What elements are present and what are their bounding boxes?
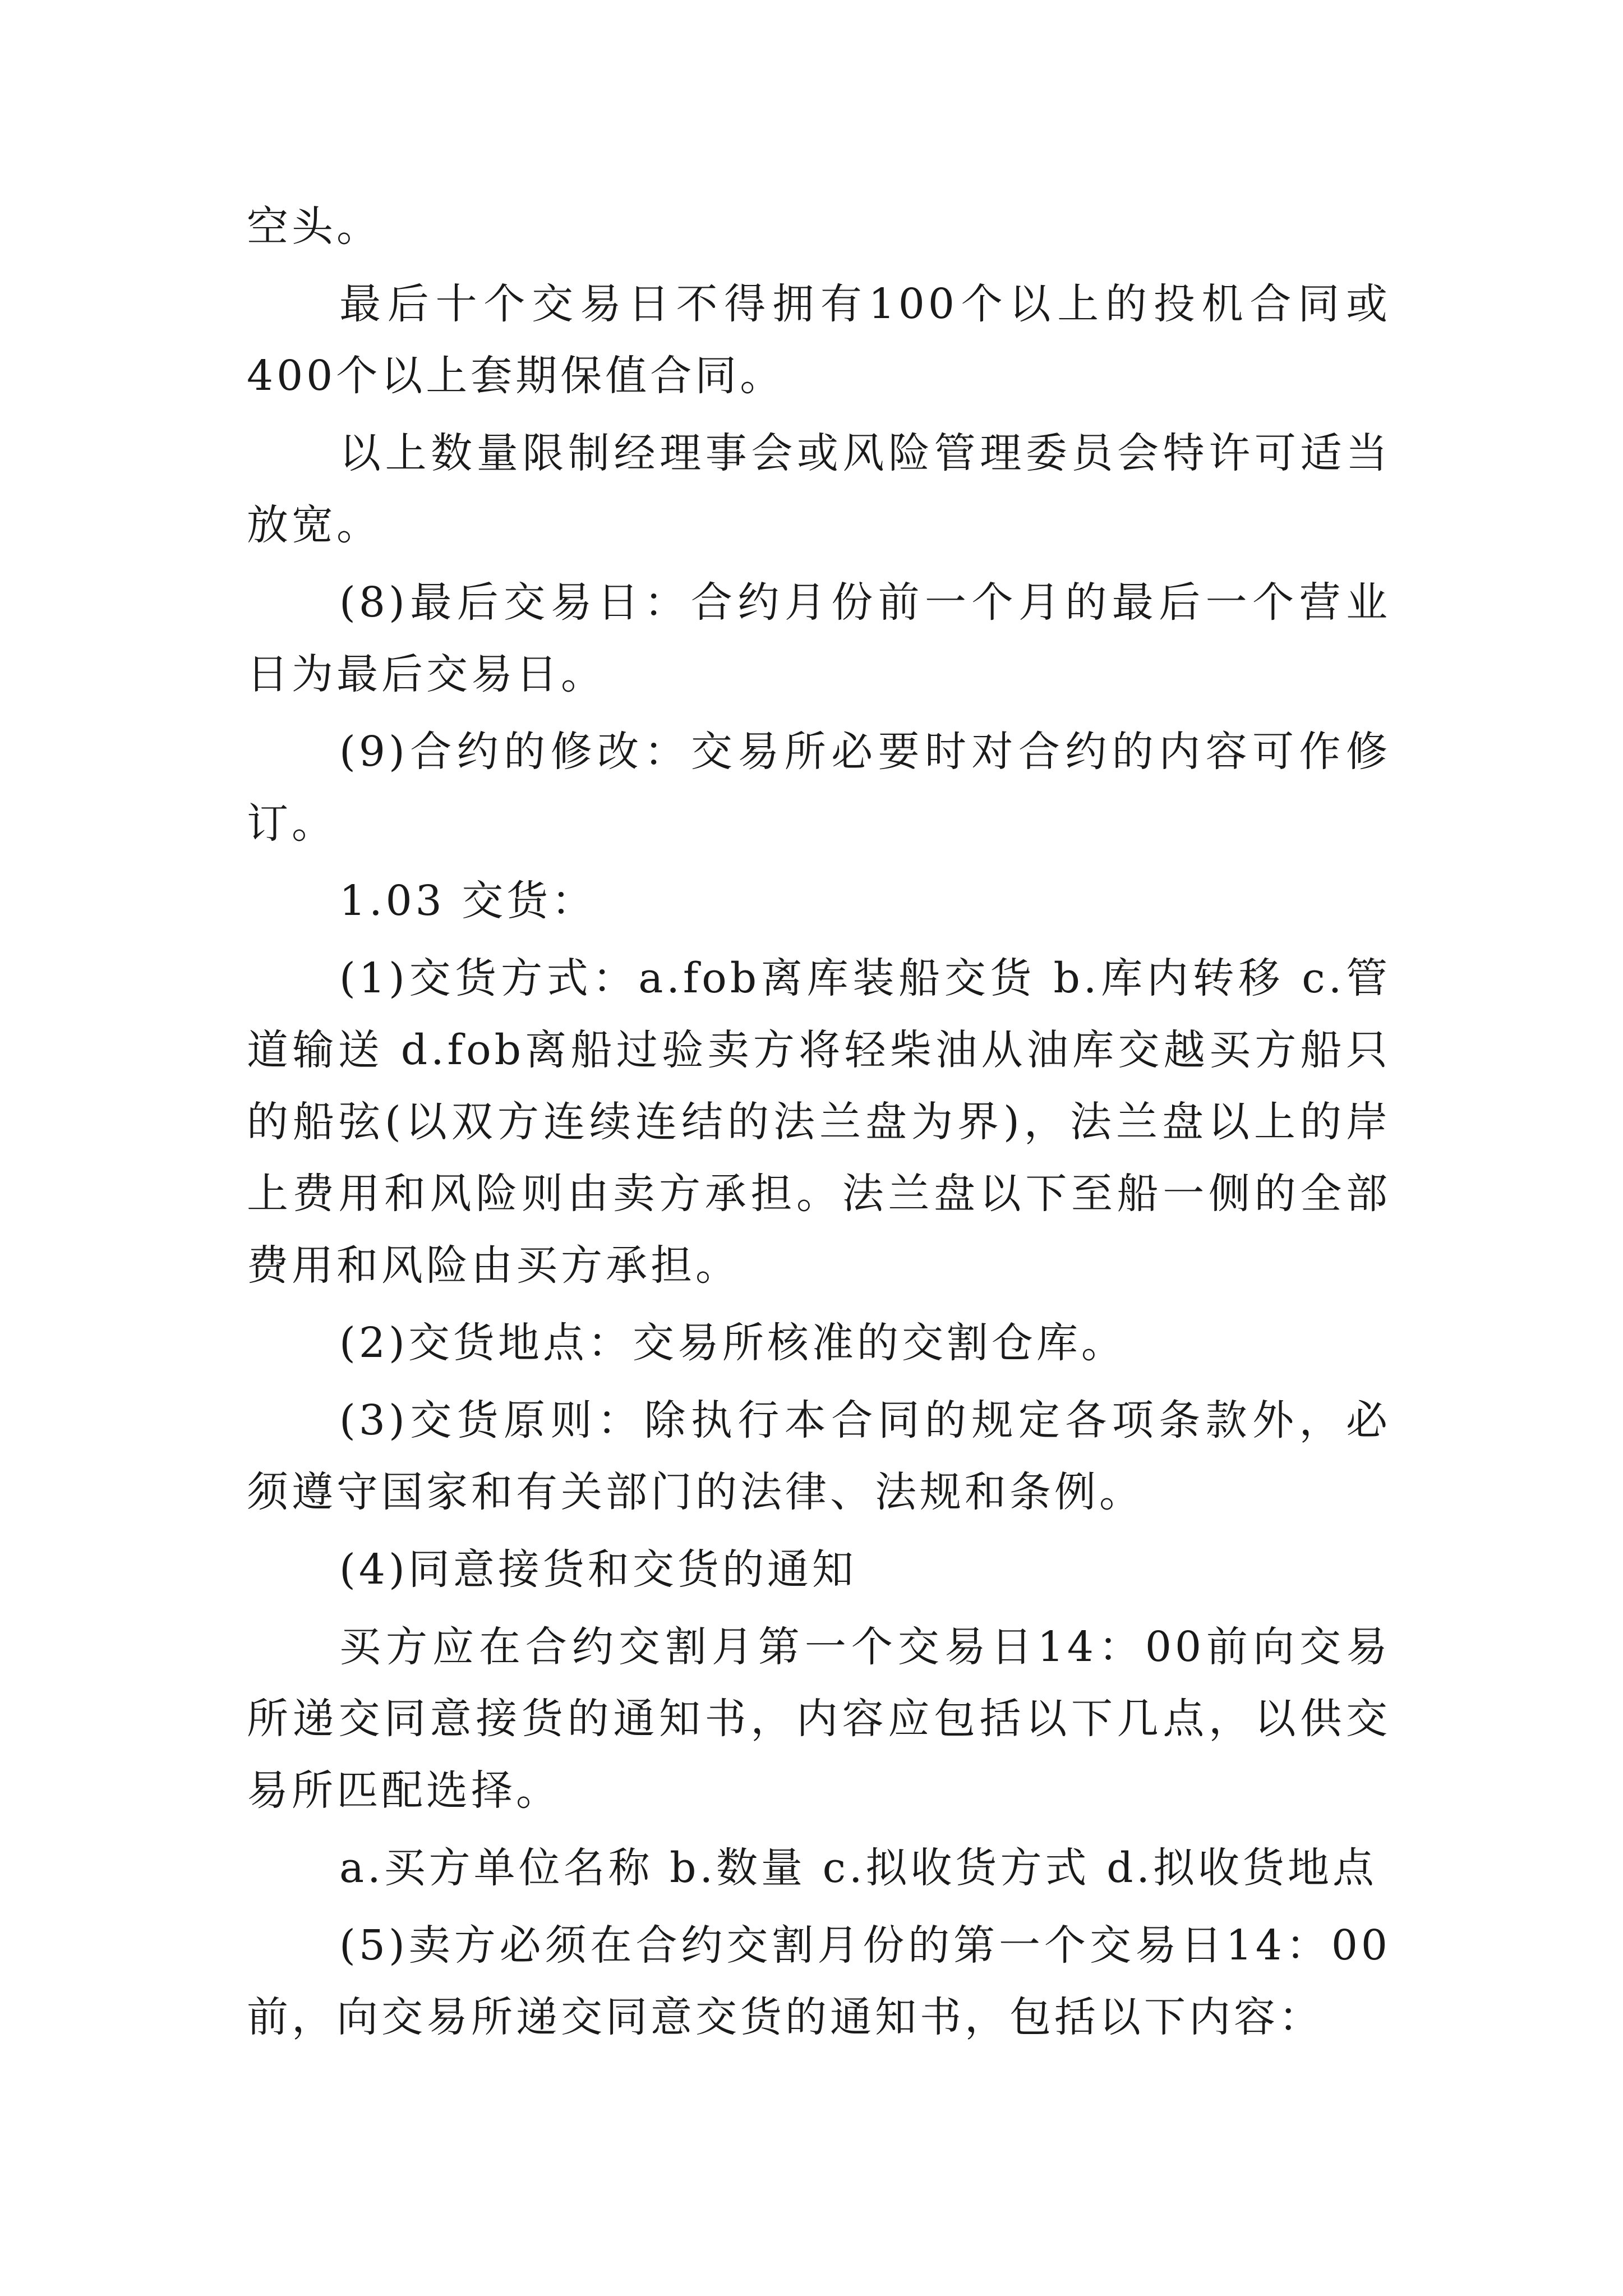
paragraph: (3)交货原则：除执行本合同的规定各项条款外，必须遵守国家和有关部门的法律、法规和条例。 [247, 1396, 1391, 1516]
paragraph: (4)同意接货和交货的通知 [339, 1545, 857, 1594]
paragraph: (8)最后交易日：合约月份前一个月的最后一个营业日为最后交易日。 [247, 578, 1391, 698]
paragraph: (1)交货方式：a.fob离库装船交货 b.库内转移 c.管道输送 d.fob离船过验卖方将轻柴油从油库交越买方船只的船弦(以双方连续连结的法兰盘为界)，法兰盘以上的岸上费用和风险则由卖方承担。法兰盘以下至船一侧的全部费用和风险由买方承担。 [247, 954, 1391, 1290]
paragraph: 空头。 [247, 203, 381, 251]
paragraph: 买方应在合约交割月第一个交易日14：00前向交易所递交同意接货的通知书，内容应包括以下几点，以供交易所匹配选择。 [247, 1623, 1391, 1815]
document-body [247, 191, 1391, 2053]
paragraph: a.买方单位名称 b.数量 c.拟收货方式 d.拟收货地点 [339, 1844, 1377, 1892]
paragraph: (5)卖方必须在合约交割月份的第一个交易日14：00前，向交易所递交同意交货的通知书，包括以下内容： [247, 1921, 1391, 2041]
paragraph: 以上数量限制经理事会或风险管理委员会特许可适当放宽。 [247, 429, 1391, 549]
paragraph: (2)交货地点：交易所核准的交割仓库。 [339, 1319, 1126, 1367]
paragraph: (9)合约的修改：交易所必要时对合约的内容可作修订。 [247, 728, 1391, 848]
paragraph: 最后十个交易日不得拥有100个以上的投机合同或400个以上套期保值合同。 [247, 280, 1391, 400]
section-heading: 1.03 交货： [339, 877, 597, 925]
